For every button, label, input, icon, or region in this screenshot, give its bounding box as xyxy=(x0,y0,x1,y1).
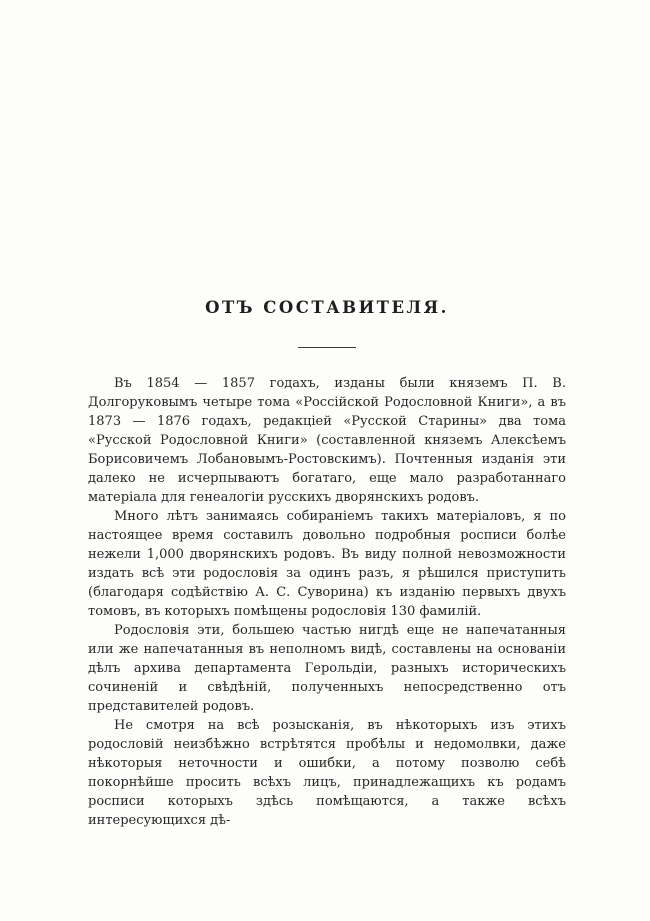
paragraph-2: Много лѣтъ занимаясь собираніемъ такихъ матеріаловъ, я по настоящее время составилъ довольно подробныя росписи болѣе нежели 1,000 дворянскихъ родовъ. Въ виду полной невозможности издать всѣ эти родословія за одинъ разъ, я рѣшился приступить (благодаря содѣйствію А. С. Суворина) къ изданію первыхъ двухъ томовъ, въ которыхъ помѣщены родословія 130 фамилій. xyxy=(88,509,566,619)
paragraph-3: Родословія эти, большею частью нигдѣ еще не напечатанныя или же напечатанныя въ неполномъ видѣ, составлены на основаніи дѣлъ архива департамента Герольдіи, разныхъ историческихъ сочиненій и свѣдѣній, полученныхъ непосредственно отъ представителей родовъ. xyxy=(88,623,566,714)
page-title: ОТЪ СОСТАВИТЕЛЯ. xyxy=(205,298,449,317)
page-body xyxy=(88,374,566,830)
paragraph-1: Въ 1854 — 1857 годахъ, изданы были княземъ П. В. Долгоруковымъ четыре тома «Россійской Родословной Книги», а въ 1873 — 1876 годахъ, редакціей «Русской Старины» два тома «Русской Родословной Книги» (составленной княземъ Алексѣемъ Борисовичемъ Лобановымъ-Ростовскимъ). Почтенныя изданія эти далеко не исчерпываютъ богатаго, еще мало разработаннаго матеріала для генеалогіи русскихъ дворянскихъ родовъ. xyxy=(88,376,566,505)
paragraph-4: Не смотря на всѣ розысканія, въ нѣкоторыхъ изъ этихъ родословій неизбѣжно встрѣтятся пробѣлы и недомолвки, даже нѣкоторыя неточности и ошибки, а потому позволю себѣ покорнѣйше просить всѣхъ лицъ, принадлежащихъ къ родамъ росписи которыхъ здѣсь помѣщаются, а также всѣхъ интересующихся дѣ- xyxy=(88,718,566,828)
title-divider xyxy=(298,347,356,348)
page-content xyxy=(88,298,566,830)
